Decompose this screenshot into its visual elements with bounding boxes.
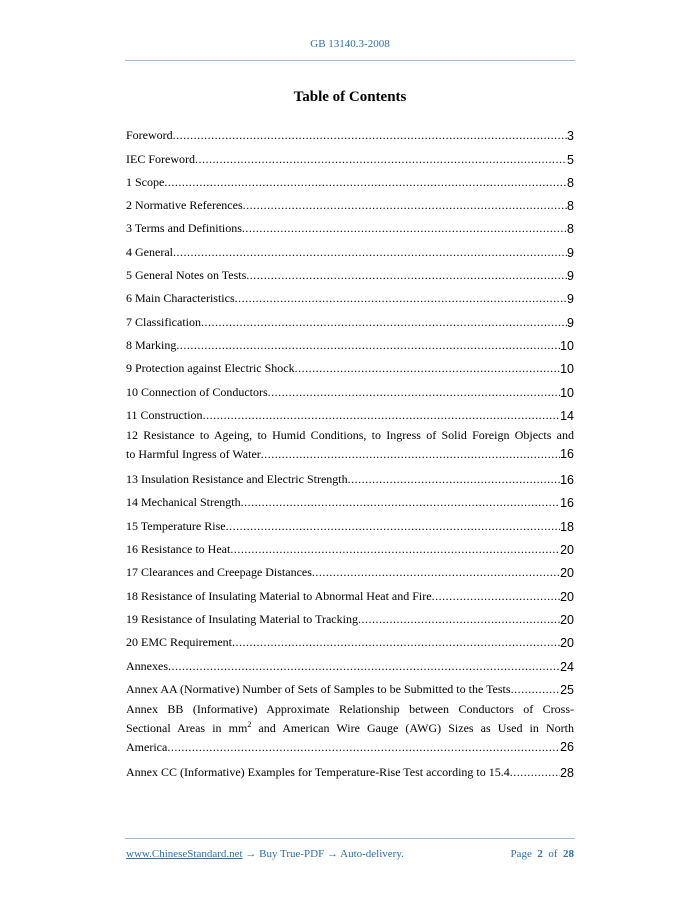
dot-leader <box>261 445 560 464</box>
toc-entry-page: 20 <box>560 566 574 581</box>
toc-entry-title: 4 General <box>126 244 173 259</box>
toc-entry[interactable] <box>126 283 574 306</box>
dot-leader <box>173 128 567 143</box>
dot-leader <box>510 765 560 780</box>
dot-leader <box>243 198 567 213</box>
dot-leader <box>201 315 567 330</box>
toc-entry[interactable] <box>126 236 574 259</box>
toc-entry-title: 8 Marking <box>126 337 177 352</box>
toc-entry-page: 8 <box>567 175 574 190</box>
toc-entry[interactable] <box>126 487 574 510</box>
toc-entry-page: 5 <box>567 152 574 167</box>
toc-entry-page: 9 <box>567 245 574 260</box>
toc-entry-title-line: to Harmful Ingress of Water <box>126 446 261 461</box>
toc-entry-title-line: Annex BB (Informative) Approximate Relationship between Conductors of Cross- <box>126 701 574 716</box>
dot-leader <box>230 542 560 557</box>
toc-entry[interactable] <box>126 604 574 627</box>
toc-entry-page: 16 <box>560 496 574 511</box>
toc-entry-title: 20 EMC Requirement <box>126 635 232 650</box>
superscript: 2 <box>247 719 252 729</box>
toc-entry[interactable] <box>126 650 574 673</box>
dot-leader <box>176 338 560 353</box>
toc-entry-page: 24 <box>560 659 574 674</box>
toc-entry-title: 14 Mechanical Strength <box>126 495 241 510</box>
toc-entry[interactable] <box>126 510 574 533</box>
toc-entry-page: 10 <box>560 338 574 353</box>
dot-leader <box>203 408 561 423</box>
toc-entry-page: 20 <box>560 589 574 604</box>
dot-leader <box>168 659 560 674</box>
dot-leader <box>511 682 561 697</box>
toc-entry-title-line: America <box>126 739 168 754</box>
toc-entry-title: 9 Protection against Electric Shock <box>126 361 295 376</box>
dot-leader <box>358 612 560 627</box>
toc-entry[interactable] <box>126 426 574 464</box>
toc-entry-title: IEC Foreword <box>126 151 195 166</box>
toc-entry-title-line: Sectional Areas in $mm^2$ and American Wire Gauge (AWG) Sizes as Used in North <box>126 719 574 735</box>
toc-entry-page: 8 <box>567 222 574 237</box>
toc-entry[interactable] <box>126 190 574 213</box>
dot-leader <box>295 361 560 376</box>
toc-entry-page: 10 <box>560 362 574 377</box>
toc-entry-title: 1 Scope <box>126 174 165 189</box>
toc-entry[interactable] <box>126 376 574 399</box>
toc-entry[interactable] <box>126 580 574 603</box>
toc-entry[interactable] <box>126 674 574 697</box>
dot-leader <box>268 385 560 400</box>
page-number: Page 2 of 28 <box>510 848 574 860</box>
dot-leader <box>432 589 561 604</box>
dot-leader <box>164 175 567 190</box>
toc-entry-title: Annex CC (Informative) Examples for Temperature-Rise Test according to 15.4 <box>126 765 510 780</box>
dot-leader <box>195 152 567 167</box>
toc-entry-title: 18 Resistance of Insulating Material to Abnormal Heat and Fire <box>126 588 432 603</box>
toc-entry-page: 20 <box>560 612 574 627</box>
toc-entry[interactable] <box>126 700 574 757</box>
toc-entry-page: 20 <box>560 543 574 558</box>
toc-entry-page: 18 <box>560 519 574 534</box>
toc-entry-title: 11 Construction <box>126 407 203 422</box>
total-pages: 28 <box>563 848 574 860</box>
toc-entry-title: 15 Temperature Rise <box>126 518 226 533</box>
toc-entry-page: 20 <box>560 636 574 651</box>
toc-entry-title: 17 Clearances and Creepage Distances <box>126 565 312 580</box>
toc-entry[interactable] <box>126 167 574 190</box>
toc-entry-title: 13 Insulation Resistance and Electric Strength <box>126 472 348 487</box>
toc-entry[interactable] <box>126 557 574 580</box>
arrow-icon: → <box>326 848 338 860</box>
toc-entry-title: 10 Connection of Conductors <box>126 384 268 399</box>
toc-entry[interactable] <box>126 534 574 557</box>
toc-entry-page: 25 <box>560 682 574 697</box>
table-of-contents <box>126 120 574 780</box>
dot-leader <box>232 635 560 650</box>
current-page: 2 <box>537 848 543 860</box>
toc-entry-title: 6 Main Characteristics <box>126 291 235 306</box>
header-divider <box>125 60 575 61</box>
arrow-icon: → <box>245 848 257 860</box>
toc-entry-title: 7 Classification <box>126 314 201 329</box>
delivery-text: Auto-delivery. <box>340 848 404 860</box>
site-link[interactable]: www.ChineseStandard.net <box>126 848 243 860</box>
toc-entry-page: 16 <box>560 446 574 461</box>
toc-entry[interactable] <box>126 757 574 780</box>
toc-entry-title: 5 General Notes on Tests <box>126 268 247 283</box>
footer-promo <box>126 848 404 860</box>
dot-leader <box>312 565 560 580</box>
toc-entry-page: 9 <box>567 315 574 330</box>
toc-entry[interactable] <box>126 143 574 166</box>
toc-entry[interactable] <box>126 306 574 329</box>
dot-leader <box>235 291 567 306</box>
toc-entry-title: Foreword <box>126 128 173 143</box>
toc-entry-title: 3 Terms and Definitions <box>126 221 242 236</box>
toc-entry-title: Annex AA (Normative) Number of Sets of Samples to be Submitted to the Tests <box>126 681 511 696</box>
toc-entry[interactable] <box>126 400 574 423</box>
dot-leader <box>226 519 561 534</box>
dot-leader <box>348 472 560 487</box>
toc-entry-page: 28 <box>560 766 574 781</box>
buy-link[interactable]: Buy True-PDF <box>259 848 325 860</box>
toc-entry[interactable] <box>126 120 574 143</box>
toc-entry-page: 3 <box>567 129 574 144</box>
toc-entry-title-line: 12 Resistance to Ageing, to Humid Conditions, to Ingress of Solid Foreign Objects and <box>126 427 574 442</box>
dot-leader <box>173 245 567 260</box>
dot-leader <box>167 738 560 757</box>
toc-entry-title: 16 Resistance to Heat <box>126 542 231 557</box>
toc-entry-page: 10 <box>560 385 574 400</box>
toc-entry[interactable] <box>126 353 574 376</box>
toc-entry[interactable] <box>126 330 574 353</box>
toc-entry-title: 2 Normative References <box>126 198 243 213</box>
toc-entry-page: 9 <box>567 292 574 307</box>
toc-entry-page: 8 <box>567 199 574 214</box>
dot-leader <box>241 495 560 510</box>
page-title: Table of Contents <box>293 89 407 105</box>
toc-entry-page: 26 <box>560 739 574 754</box>
dot-leader <box>242 221 567 236</box>
toc-entry[interactable] <box>126 464 574 487</box>
toc-entry[interactable] <box>126 627 574 650</box>
toc-entry[interactable] <box>126 213 574 236</box>
dot-leader <box>246 268 567 283</box>
toc-entry-page: 16 <box>560 473 574 488</box>
toc-entry-title: 19 Resistance of Insulating Material to Tracking <box>126 611 358 626</box>
toc-entry-title: Annexes <box>126 658 168 673</box>
toc-entry-page: 14 <box>560 408 574 423</box>
document-id-header: GB 13140.3-2008 <box>310 38 390 50</box>
toc-entry[interactable] <box>126 260 574 283</box>
toc-entry-page: 9 <box>567 269 574 284</box>
footer-divider <box>125 838 575 839</box>
page-footer <box>126 848 574 860</box>
